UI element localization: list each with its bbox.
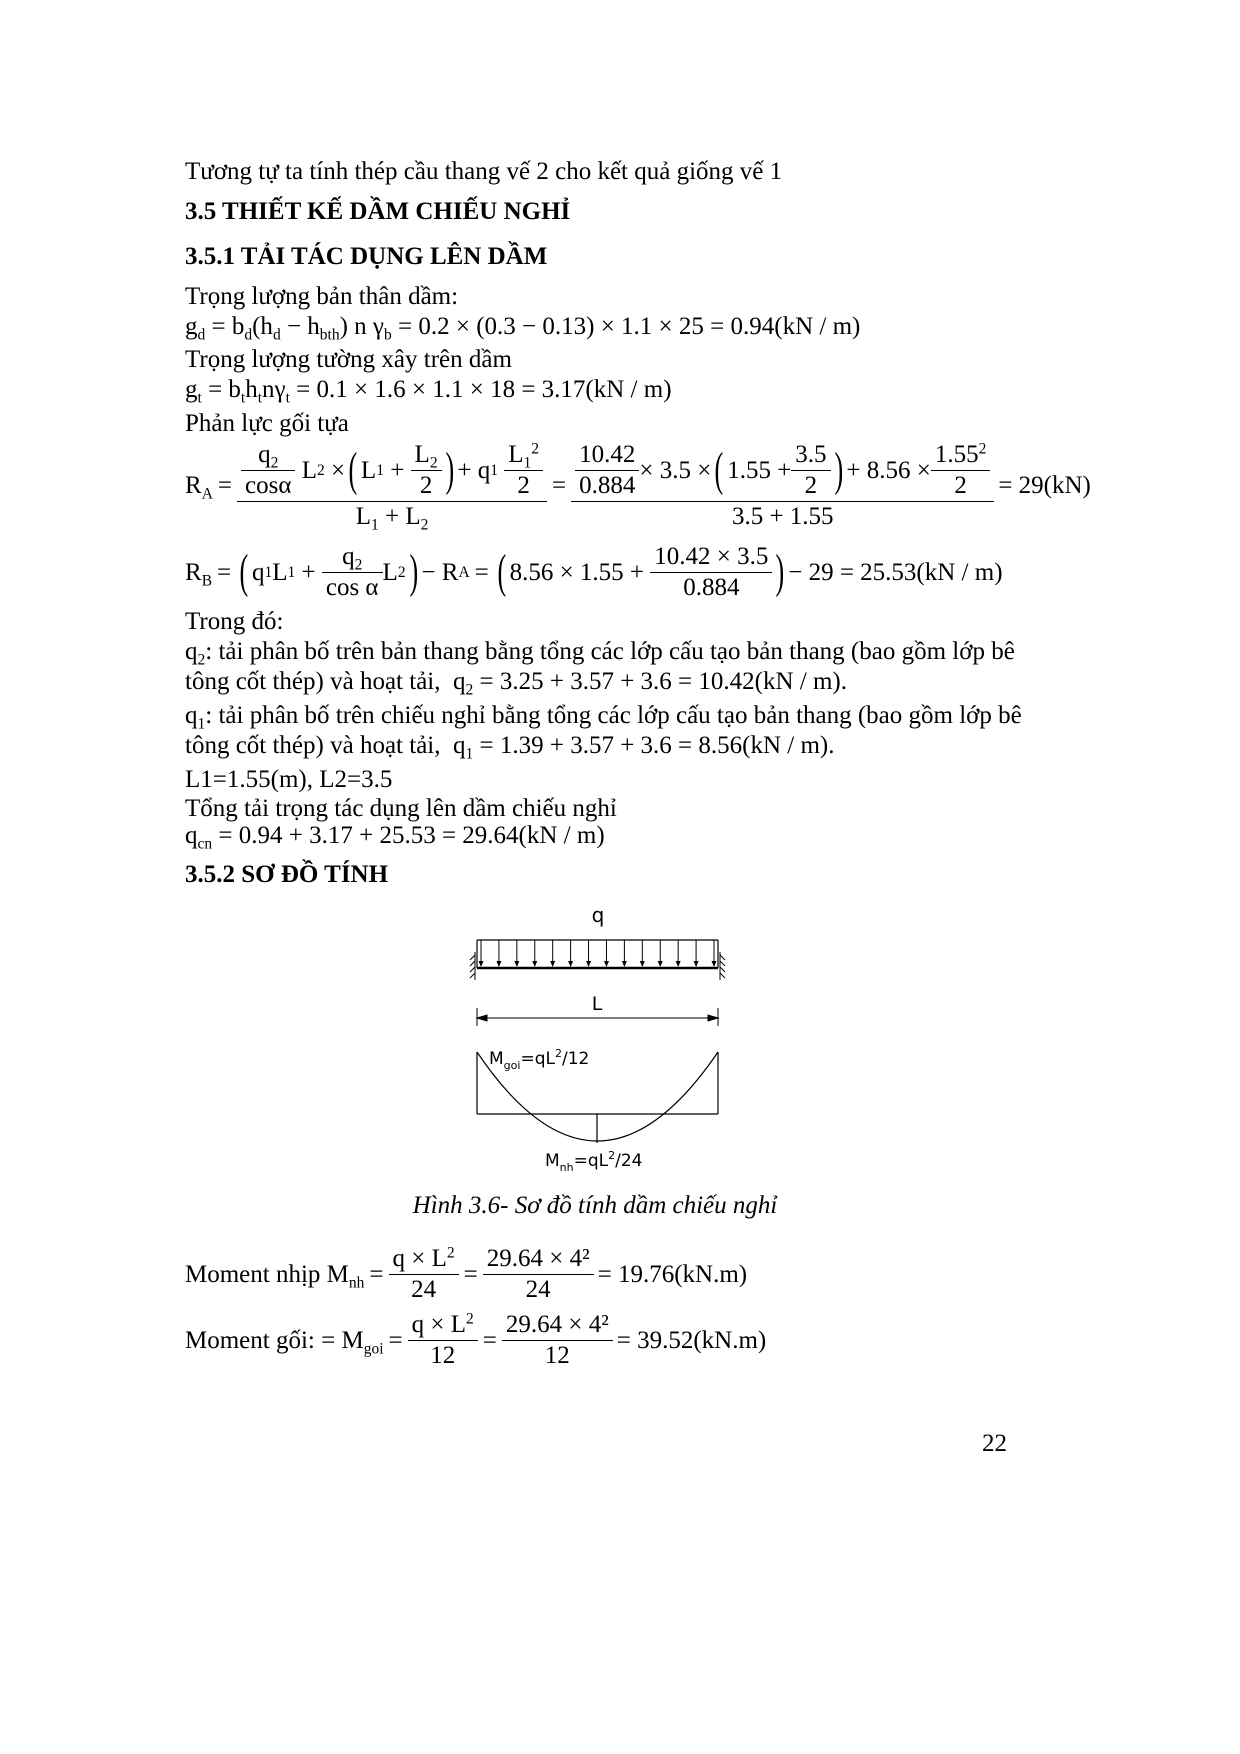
moment-span-label: Moment nhịp (185, 1260, 321, 1288)
q1-desc-line1: $q_1$: tải phân bố trên chiếu nghỉ bằng tổng các lớp cấu tạo bản thang (bao gồm lớp bê (185, 702, 1022, 733)
load-arrow-head (712, 961, 717, 967)
load-arrow-head (622, 961, 627, 967)
moment-support-equation: Moment gối: = $M_{goi}$ = $\frac{q \times L^2}{12}$ = $\frac{\text{29.64 × 4²}}{12}$ = 39.52(kN.m) (185, 1310, 767, 1369)
moment-support-label: Moment gối: (185, 1326, 315, 1354)
page-number: 22 (982, 1430, 1007, 1457)
heading-3-5-2: 3.5.2 SƠ ĐỒ TÍNH (185, 861, 389, 888)
load-arrow-head (479, 961, 484, 967)
load-arrow-head (586, 961, 591, 967)
support-moment-label: $M_{goi}=qL^2/12$ (489, 1047, 590, 1072)
self-weight-label: Trọng lượng bản thân dầm: (185, 283, 459, 310)
load-arrow-head (676, 961, 681, 967)
moment-support-result: = 39.52(kN.m) (616, 1326, 767, 1354)
ra-equation: $R_A$ = $\frac{q_2}{\cos\alpha}$ L 2 × ( L 1 + $\frac{L_2}{2}$ ) + q 1 $\frac{L_1^2}{2}$ $L_1 + L_2$ = $\frac{10.42}{0.884}$ × 3.5 × ( 1.55 + $\frac{3.5}{2}$ ) + 8.56 × $\frac{1.55^2}{2}$ 3.5 + 1.55 = 29(kN) (185, 440, 1091, 534)
span-moment-label: $M_{nh}=qL^2/24$ (545, 1149, 643, 1174)
ra-result: = 29(kN) (998, 472, 1091, 499)
q1-desc-line2: tông cốt thép) và hoạt tải, $q_1 = 1.39 + 3.57 + 3.6 = 8.56(kN / m)$. (185, 732, 835, 763)
load-arrow-head (640, 961, 645, 967)
span-label: L (591, 993, 603, 1015)
self-weight-value: 0.2 × (0.3 − 0.13) × 1.1 × 25 = 0.94(kN / m) (418, 313, 861, 340)
load-arrow-head (532, 961, 537, 967)
load-arrow-head (496, 961, 501, 967)
total-load-label: Tổng tải trọng tác dụng lên dầm chiếu nghỉ (185, 795, 617, 822)
total-load-formula: $q_{cn} = 0.94 + 3.17 + 25.53 = 29.64(kN / m)$ (185, 822, 605, 853)
load-label: q (591, 903, 605, 927)
where-label: Trong đó: (185, 608, 284, 635)
moment-span-numeric: 29.64 × 4² (486, 1245, 590, 1272)
lengths-text: L1=1.55(m), L2=3.5 (185, 766, 393, 793)
wall-weight-label: Trọng lượng tường xây trên dầm (185, 346, 512, 373)
moment-support-numeric: 29.64 × 4² (505, 1311, 609, 1338)
load-arrows (479, 940, 717, 967)
rb-result: − 29 = 25.53(kN / m) (788, 558, 1003, 586)
ra-symbolic-fraction: $\frac{q_2}{\cos\alpha}$ L 2 × ( L 1 + $\frac{L_2}{2}$ ) + q 1 $\frac{L_1^2}{2}$ $L_1 + L_2$ (237, 440, 547, 532)
q2-desc-line2: tông cốt thép) và hoạt tải, $q_2 = 3.25 + 3.57 + 3.6 = 10.42(kN / m)$. (185, 668, 847, 699)
moment-span-result: = 19.76(kN.m) (597, 1260, 748, 1288)
wall-weight-formula: $g_t = b_th_tn\gamma_t = 0.1 \times 1.6 \times 1.1 \times 18 = 3.17(kN / m)$ (185, 376, 672, 407)
load-arrow-head (658, 961, 663, 967)
figure-caption: Hình 3.6- Sơ đồ tính dầm chiếu nghỉ (412, 1192, 778, 1219)
load-arrow-head (550, 961, 555, 967)
q2-value: 3.25 + 3.57 + 3.6 = 10.42(kN / m) (499, 668, 841, 695)
load-arrow-head (568, 961, 573, 967)
ra-numeric-fraction: $\frac{10.42}{0.884}$ × 3.5 × ( 1.55 + $\frac{3.5}{2}$ ) + 8.56 × $\frac{1.55^2}{2}$ 3.5 + 1.55 (571, 440, 994, 532)
total-load-value: 0.94 + 3.17 + 25.53 = 29.64(kN / m) (238, 822, 605, 849)
fixed-support-left (470, 952, 475, 980)
reaction-label: Phản lực gối tựa (185, 410, 349, 437)
q1-value: 1.39 + 3.57 + 3.6 = 8.56(kN / m) (499, 732, 829, 759)
rb-equation: $R_B$ = ( q 1 L 1 + $\frac{q_2}{\text{cos α}}$ L 2 ) − R A = ( 8.56 × 1.55 + $\frac{10.42 \times 3.5}{0.884}$ ) − 29 = 25.53(kN / m) (185, 543, 1003, 601)
wall-weight-value: 0.1 × 1.6 × 1.1 × 18 = 3.17(kN / m) (316, 376, 672, 403)
self-weight-formula: $g_d = b_d(h_d - h_{bth})$ n $\gamma_b = 0.2 \times (0.3 - 0.13) \times 1.1 \times 25 = 0.94(kN / m)$ (185, 313, 861, 344)
load-arrow-head (514, 961, 519, 967)
heading-3-5-1: 3.5.1 TẢI TÁC DỤNG LÊN DẦM (185, 243, 548, 270)
heading-3-5: 3.5 THIẾT KẾ DẦM CHIẾU NGHỈ (185, 198, 571, 225)
load-arrow-head (694, 961, 699, 967)
intro-text: Tương tự ta tính thép cầu thang vế 2 cho kết quả giống vế 1 (185, 158, 783, 185)
beam-diagram (465, 900, 735, 1180)
fixed-support-right (720, 952, 725, 980)
load-arrow-head (604, 961, 609, 967)
q2-desc-line1: $q_2$: tải phân bố trên bản thang bằng tổng các lớp cấu tạo bản thang (bao gồm lớp bê (185, 638, 1015, 669)
moment-span-equation: Moment nhịp $M_{nh}$ = $\frac{q \times L^2}{24}$ = $\frac{\text{29.64 × 4²}}{24}$ = 19.76(kN.m) (185, 1244, 748, 1303)
distributed-load (477, 940, 718, 968)
